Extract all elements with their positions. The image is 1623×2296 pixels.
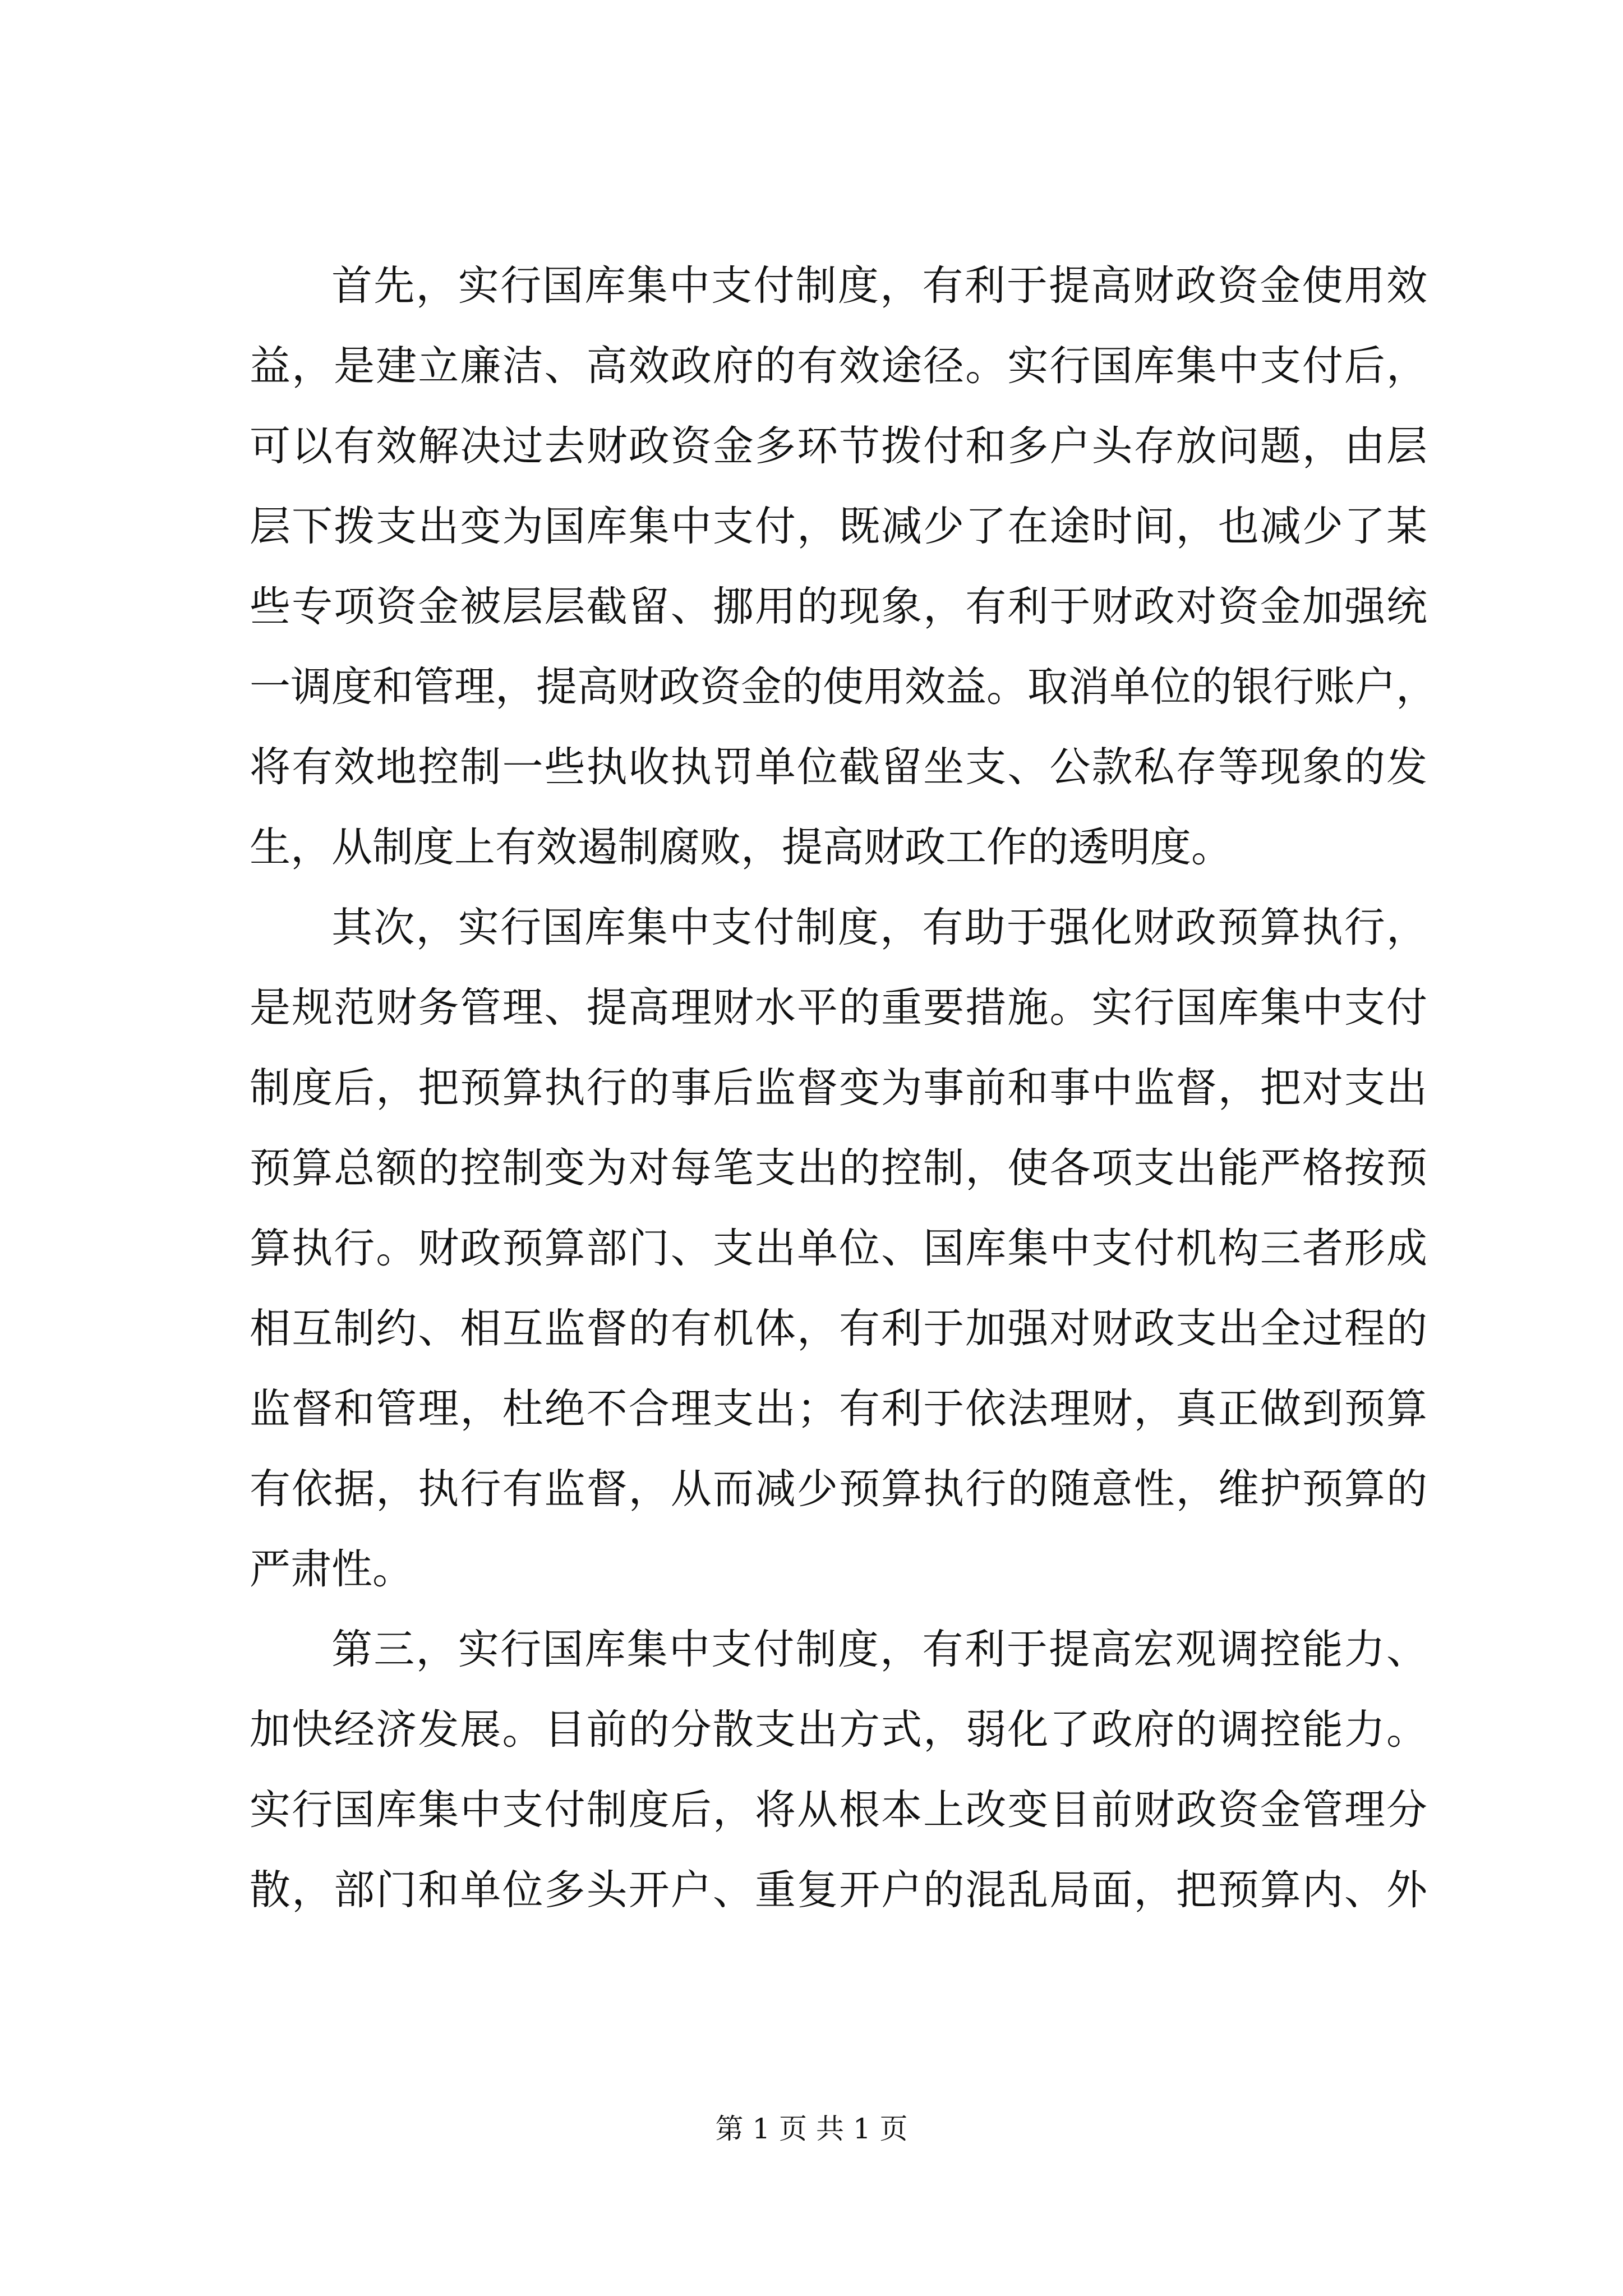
text-line: 有依据，执行有监督，从而减少预算执行的随意性，维护预算的 [250,1465,1427,1513]
text-line: 益，是建立廉洁、高效政府的有效途径。实行国库集中支付后， [250,342,1427,390]
text-line: 制度后，把预算执行的事后监督变为事前和事中监督，把对支出 [250,1064,1427,1112]
text-line: 预算总额的控制变为对每笔支出的控制，使各项支出能严格按预 [250,1144,1427,1192]
text-line: 实行国库集中支付制度后，将从根本上改变目前财政资金管理分 [250,1786,1427,1834]
text-line: 将有效地控制一些执收执罚单位截留坐支、公款私存等现象的发 [250,743,1427,791]
text-line: 生，从制度上有效遏制腐败，提高财政工作的透明度。 [250,823,1232,871]
text-line: 监督和管理，杜绝不合理支出；有利于依法理财，真正做到预算 [250,1385,1427,1433]
text-line: 些专项资金被层层截留、挪用的现象，有利于财政对资金加强统 [250,583,1427,631]
text-line: 相互制约、相互监督的有机体，有利于加强对财政支出全过程的 [250,1305,1427,1352]
text-line: 层下拨支出变为国库集中支付，既减少了在途时间，也减少了某 [250,503,1427,550]
text-line: 严肃性。 [250,1545,413,1593]
page-footer: 第 1 页 共 1 页 [715,2113,908,2145]
text-line: 是规范财务管理、提高理财水平的重要措施。实行国库集中支付 [250,984,1427,1032]
text-line: 可以有效解决过去财政资金多环节拨付和多户头存放问题，由层 [250,422,1427,470]
paragraph-3 [250,1609,1427,1930]
text-line: 一调度和管理，提高财政资金的使用效益。取消单位的银行账户， [250,663,1437,711]
text-line: 第三，实行国库集中支付制度，有利于提高宏观调控能力、 [331,1626,1427,1673]
text-line: 首先，实行国库集中支付制度，有利于提高财政资金使用效 [331,262,1427,310]
document-body [250,246,1437,1930]
paragraph-1 [250,246,1437,887]
text-line: 算执行。财政预算部门、支出单位、国库集中支付机构三者形成 [250,1225,1427,1272]
text-line: 散，部门和单位多头开户、重复开户的混乱局面，把预算内、外 [250,1866,1427,1914]
text-line: 其次，实行国库集中支付制度，有助于强化财政预算执行， [331,904,1427,951]
text-line: 加快经济发展。目前的分散支出方式，弱化了政府的调控能力。 [250,1706,1427,1754]
paragraph-2 [250,887,1427,1609]
